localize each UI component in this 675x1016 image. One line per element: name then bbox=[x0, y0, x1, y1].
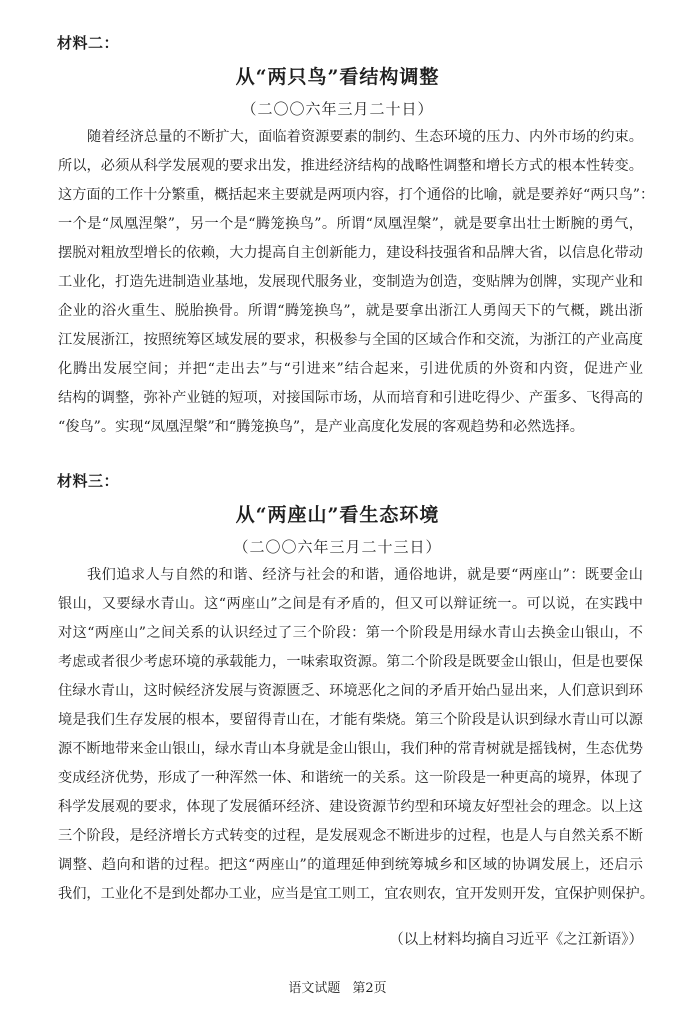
section2-title: 从“两只鸟”看结构调整 bbox=[235, 66, 440, 88]
text-line: 考虑或者很少考虑环境的承载能力，一味索取资源。第二个阶段是既要金山银山，但是也要保 bbox=[58, 654, 643, 670]
text-line: 企业的浴火重生、脱胎换骨。所谓“腾笼换鸟”，就是要拿出浙江人勇闯天下的气概，跳出浙 bbox=[58, 303, 643, 319]
text-line: 调整、趋向和谐的过程。把这“两座山”的道理延伸到统筹城乡和区域的协调发展上，还启示 bbox=[58, 857, 643, 873]
footer-subject: 语文试题 bbox=[288, 981, 341, 996]
section2-body bbox=[58, 123, 655, 442]
text-line: 工业化，打造先进制造业基地，发展现代服务业，变制造为创造，变贴牌为创牌，实现产业和 bbox=[58, 274, 643, 290]
text-line: 住绿水青山，这时候经济发展与资源匮乏、环境恶化之间的矛盾开始凸显出来，人们意识到环 bbox=[58, 683, 643, 699]
text-line: 所以，必须从科学发展观的要求出发，推进经济结构的战略性调整和增长方式的根本性转变。 bbox=[58, 158, 643, 174]
section3-title: 从“两座山”看生态环境 bbox=[235, 504, 440, 526]
section2-label: 材料二： bbox=[57, 34, 120, 52]
page-footer bbox=[0, 977, 675, 996]
section3-date: （二〇〇六年三月二十三日） bbox=[233, 538, 442, 556]
text-line: 源不断地带来金山银山，绿水青山本身就是金山银山，我们种的常青树就是摇钱树，生态优势 bbox=[58, 741, 643, 757]
text-line: 这方面的工作十分繁重，概括起来主要就是两项内容，打个通俗的比喻，就是要养好“两只鸟”： bbox=[58, 187, 655, 203]
section2-date: （二〇〇六年三月二十日） bbox=[241, 100, 434, 118]
section3-label: 材料三： bbox=[57, 472, 120, 490]
text-line: 摆脱对粗放型增长的依赖，大力提高自主创新能力，建设科技强省和品牌大省，以信息化带动 bbox=[58, 245, 643, 261]
footer-page-number: 第2页 bbox=[352, 981, 387, 996]
section3-body bbox=[58, 561, 654, 909]
text-line: 三个阶段，是经济增长方式转变的过程，是发展观念不断进步的过程，也是人与自然关系不断 bbox=[58, 828, 643, 844]
text-line: 结构的调整，弥补产业链的短项，对接国际市场，从而培育和引进吃得少、产蛋多、飞得高的 bbox=[58, 390, 643, 406]
text-line: 江发展浙江，按照统筹区域发展的要求，积极参与全国的区域合作和交流，为浙江的产业高度 bbox=[58, 332, 643, 348]
text-line: “俊鸟”。实现“凤凰涅槃”和“腾笼换鸟”，是产业高度化发展的客观趋势和必然选择。 bbox=[58, 419, 584, 435]
text-line: 我们，工业化不是到处都办工业，应当是宜工则工，宜农则农，宜开发则开发，宜保护则保护。 bbox=[58, 886, 654, 902]
text-line: 随着经济总量的不断扩大，面临着资源要素的制约、生态环境的压力、内外市场的约束。 bbox=[87, 129, 643, 145]
text-line: 我们追求人与自然的和谐、经济与社会的和谐，通俗地讲，就是要“两座山”：既要金山 bbox=[87, 567, 643, 583]
text-line: 化腾出发展空间；并把“走出去”与“引进来”结合起来，引进优质的外资和内资，促进产业 bbox=[58, 361, 643, 377]
text-line: 对这“两座山”之间关系的认识经过了三个阶段：第一个阶段是用绿水青山去换金山银山，不 bbox=[58, 625, 643, 641]
text-line: 科学发展观的要求，体现了发展循环经济、建设资源节约型和环境友好型社会的理念。以上这 bbox=[58, 799, 643, 815]
text-line: 一个是“凤凰涅槃”，另一个是“腾笼换鸟”。所谓“凤凰涅槃”，就是要拿出壮士断腕的勇气， bbox=[58, 216, 643, 232]
text-line: 境是我们生存发展的根本，要留得青山在，才能有柴烧。第三个阶段是认识到绿水青山可以源 bbox=[58, 712, 643, 728]
text-line: 银山，又要绿水青山。这“两座山”之间是有矛盾的，但又可以辩证统一。可以说，在实践中 bbox=[58, 596, 643, 612]
source-citation: （以上材料均摘自习近平《之江新语》） bbox=[389, 932, 643, 948]
text-line: 变成经济优势，形成了一种浑然一体、和谐统一的关系。这一阶段是一种更高的境界，体现了 bbox=[58, 770, 643, 786]
